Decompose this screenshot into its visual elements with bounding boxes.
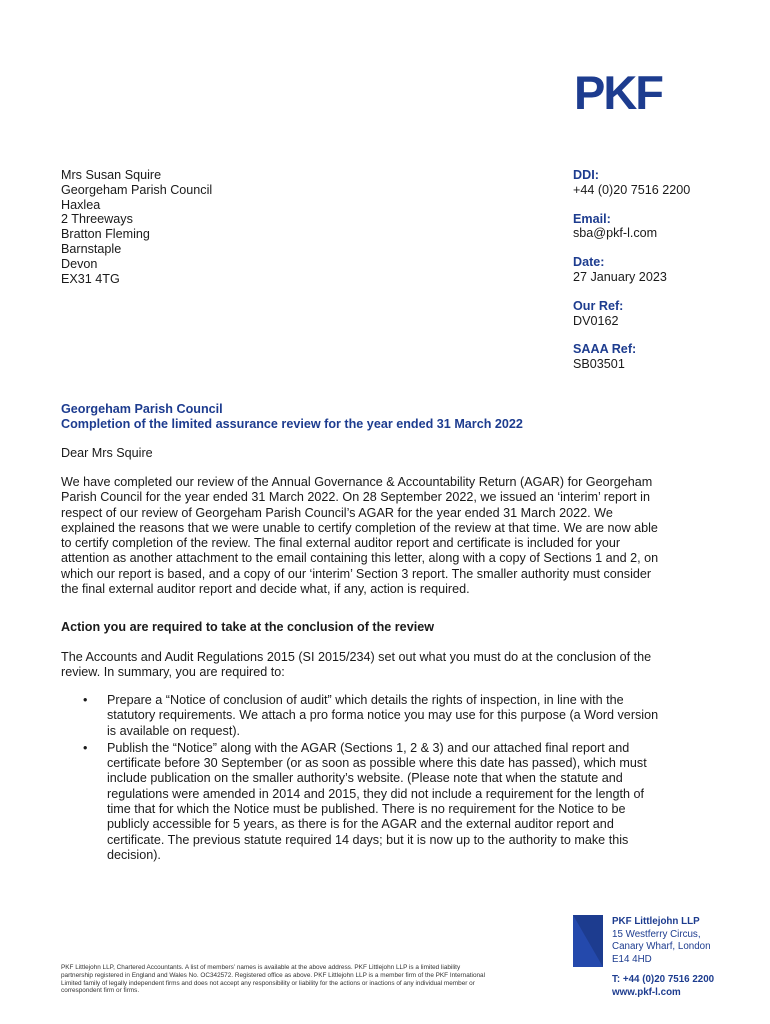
section-heading: Action you are required to take at the conclusion of the review — [61, 620, 434, 634]
firm-contact-block — [612, 916, 714, 1000]
date-label: Date: — [573, 255, 605, 270]
address-line: 2 Threeways — [61, 212, 133, 227]
ddi-label: DDI: — [573, 168, 599, 182]
brand-stripe-icon — [573, 915, 603, 967]
saaa-ref-value: SB03501 — [573, 357, 625, 372]
body-paragraph-2: The Accounts and Audit Regulations 2015 (SI 2015/234) set out what you must do at the conclusion of the review. In summary, you are required to: — [61, 650, 652, 680]
firm-address-line: 15 Westferry Circus, — [612, 928, 701, 940]
our-ref-label: Our Ref: — [573, 298, 624, 313]
body-paragraph-1: We have completed our review of the Annual Governance & Accountability Return (AGAR) for Georgeham Parish Council for the year ended 31 March 2022. On 28 September 2022, we issued an ‘interim’ report in respect of our review of Georgeham Parish Council’s AGAR for the year ended 31 March 2022. We explained the reasons that we were unable to certify completion of the review at that time. We are now able to certify completion of the review. The final external auditor report and certificate is included for your attention as another attachment to the email containing this letter, along with a copy of Sections 1 and 2, on which our report is based, and a copy of our ‘interim’ Section 3 report. The smaller authority must consider the final external auditor report and decide what, if any, action is required. — [61, 475, 659, 597]
our-ref-value: DV0162 — [573, 313, 619, 328]
address-line: Bratton Fleming — [61, 227, 150, 242]
address-line: Devon — [61, 256, 98, 271]
list-item-text: Publish the “Notice” along with the AGAR (Sections 1, 2 & 3) and our attached final report and certificate before 30 September (or as soon as possible where this date has passed), which must include publication on the smaller authority’s website. (Please note that when the statute and regulations were amended in 2014 and 2015, they did not include a requirement for the length of time that for which the Notice must be published. There is no requirement for the Notice to be publicly accessible for 5 years, as there is for the AGAR and the external auditor report and certificate. The previous statute required 14 days; but it is now up to the authority to make this decision). — [107, 740, 647, 862]
firm-name: PKF Littlejohn LLP — [612, 916, 700, 927]
list-item — [61, 741, 666, 863]
email-label: Email: — [573, 211, 611, 226]
ddi-value: +44 (0)20 7516 2200 — [573, 182, 691, 197]
recipient-address — [61, 168, 212, 286]
letter-subject — [61, 402, 523, 432]
firm-address-line: Canary Wharf, London — [612, 941, 711, 953]
subject-line-2: Completion of the limited assurance review for the year ended 31 March 2022 — [61, 417, 523, 431]
saaa-ref-label: SAAA Ref: — [573, 342, 637, 357]
date-value: 27 January 2023 — [573, 269, 667, 284]
firm-website-link[interactable]: www.pkf-l.com — [612, 986, 681, 998]
address-line: Barnstaple — [61, 241, 122, 256]
logo-text: PKF — [574, 70, 662, 114]
bullet-icon: • — [83, 740, 88, 755]
firm-address-line: E14 4HD — [612, 953, 652, 965]
email-value: sba@pkf-l.com — [573, 226, 658, 241]
list-item — [61, 693, 666, 739]
salutation: Dear Mrs Squire — [61, 446, 153, 460]
list-item-text: Prepare a “Notice of conclusion of audit” which details the rights of inspection, in line with the statutory requirements. We attach a pro forma notice you may use for this purpose (a Word version is available on request). — [107, 693, 659, 738]
subject-line-1: Georgeham Parish Council — [61, 402, 223, 416]
address-line: Haxlea — [61, 197, 101, 212]
firm-phone: T: +44 (0)20 7516 2200 — [612, 974, 715, 986]
legal-footnote: PKF Littlejohn LLP, Chartered Accountants. A list of members’ names is available at the above address. PKF Littlejohn LLP is a limited liability partnership registered in England and Wales No. OC342572. Registered office as above. PKF Littlejohn LLP is a member firm of the PKF International Limited family of legally independent firms and does not accept any responsibility or liability for the actions or inactions of any individual member or correspondent firm or firms. — [61, 964, 486, 995]
address-line: Georgeham Parish Council — [61, 182, 213, 197]
pkf-logo — [574, 70, 672, 114]
bullet-icon: • — [83, 693, 88, 707]
address-line: Mrs Susan Squire — [61, 168, 162, 182]
letter-details — [573, 168, 690, 386]
requirements-list — [61, 693, 666, 865]
address-line: EX31 4TG — [61, 271, 120, 286]
